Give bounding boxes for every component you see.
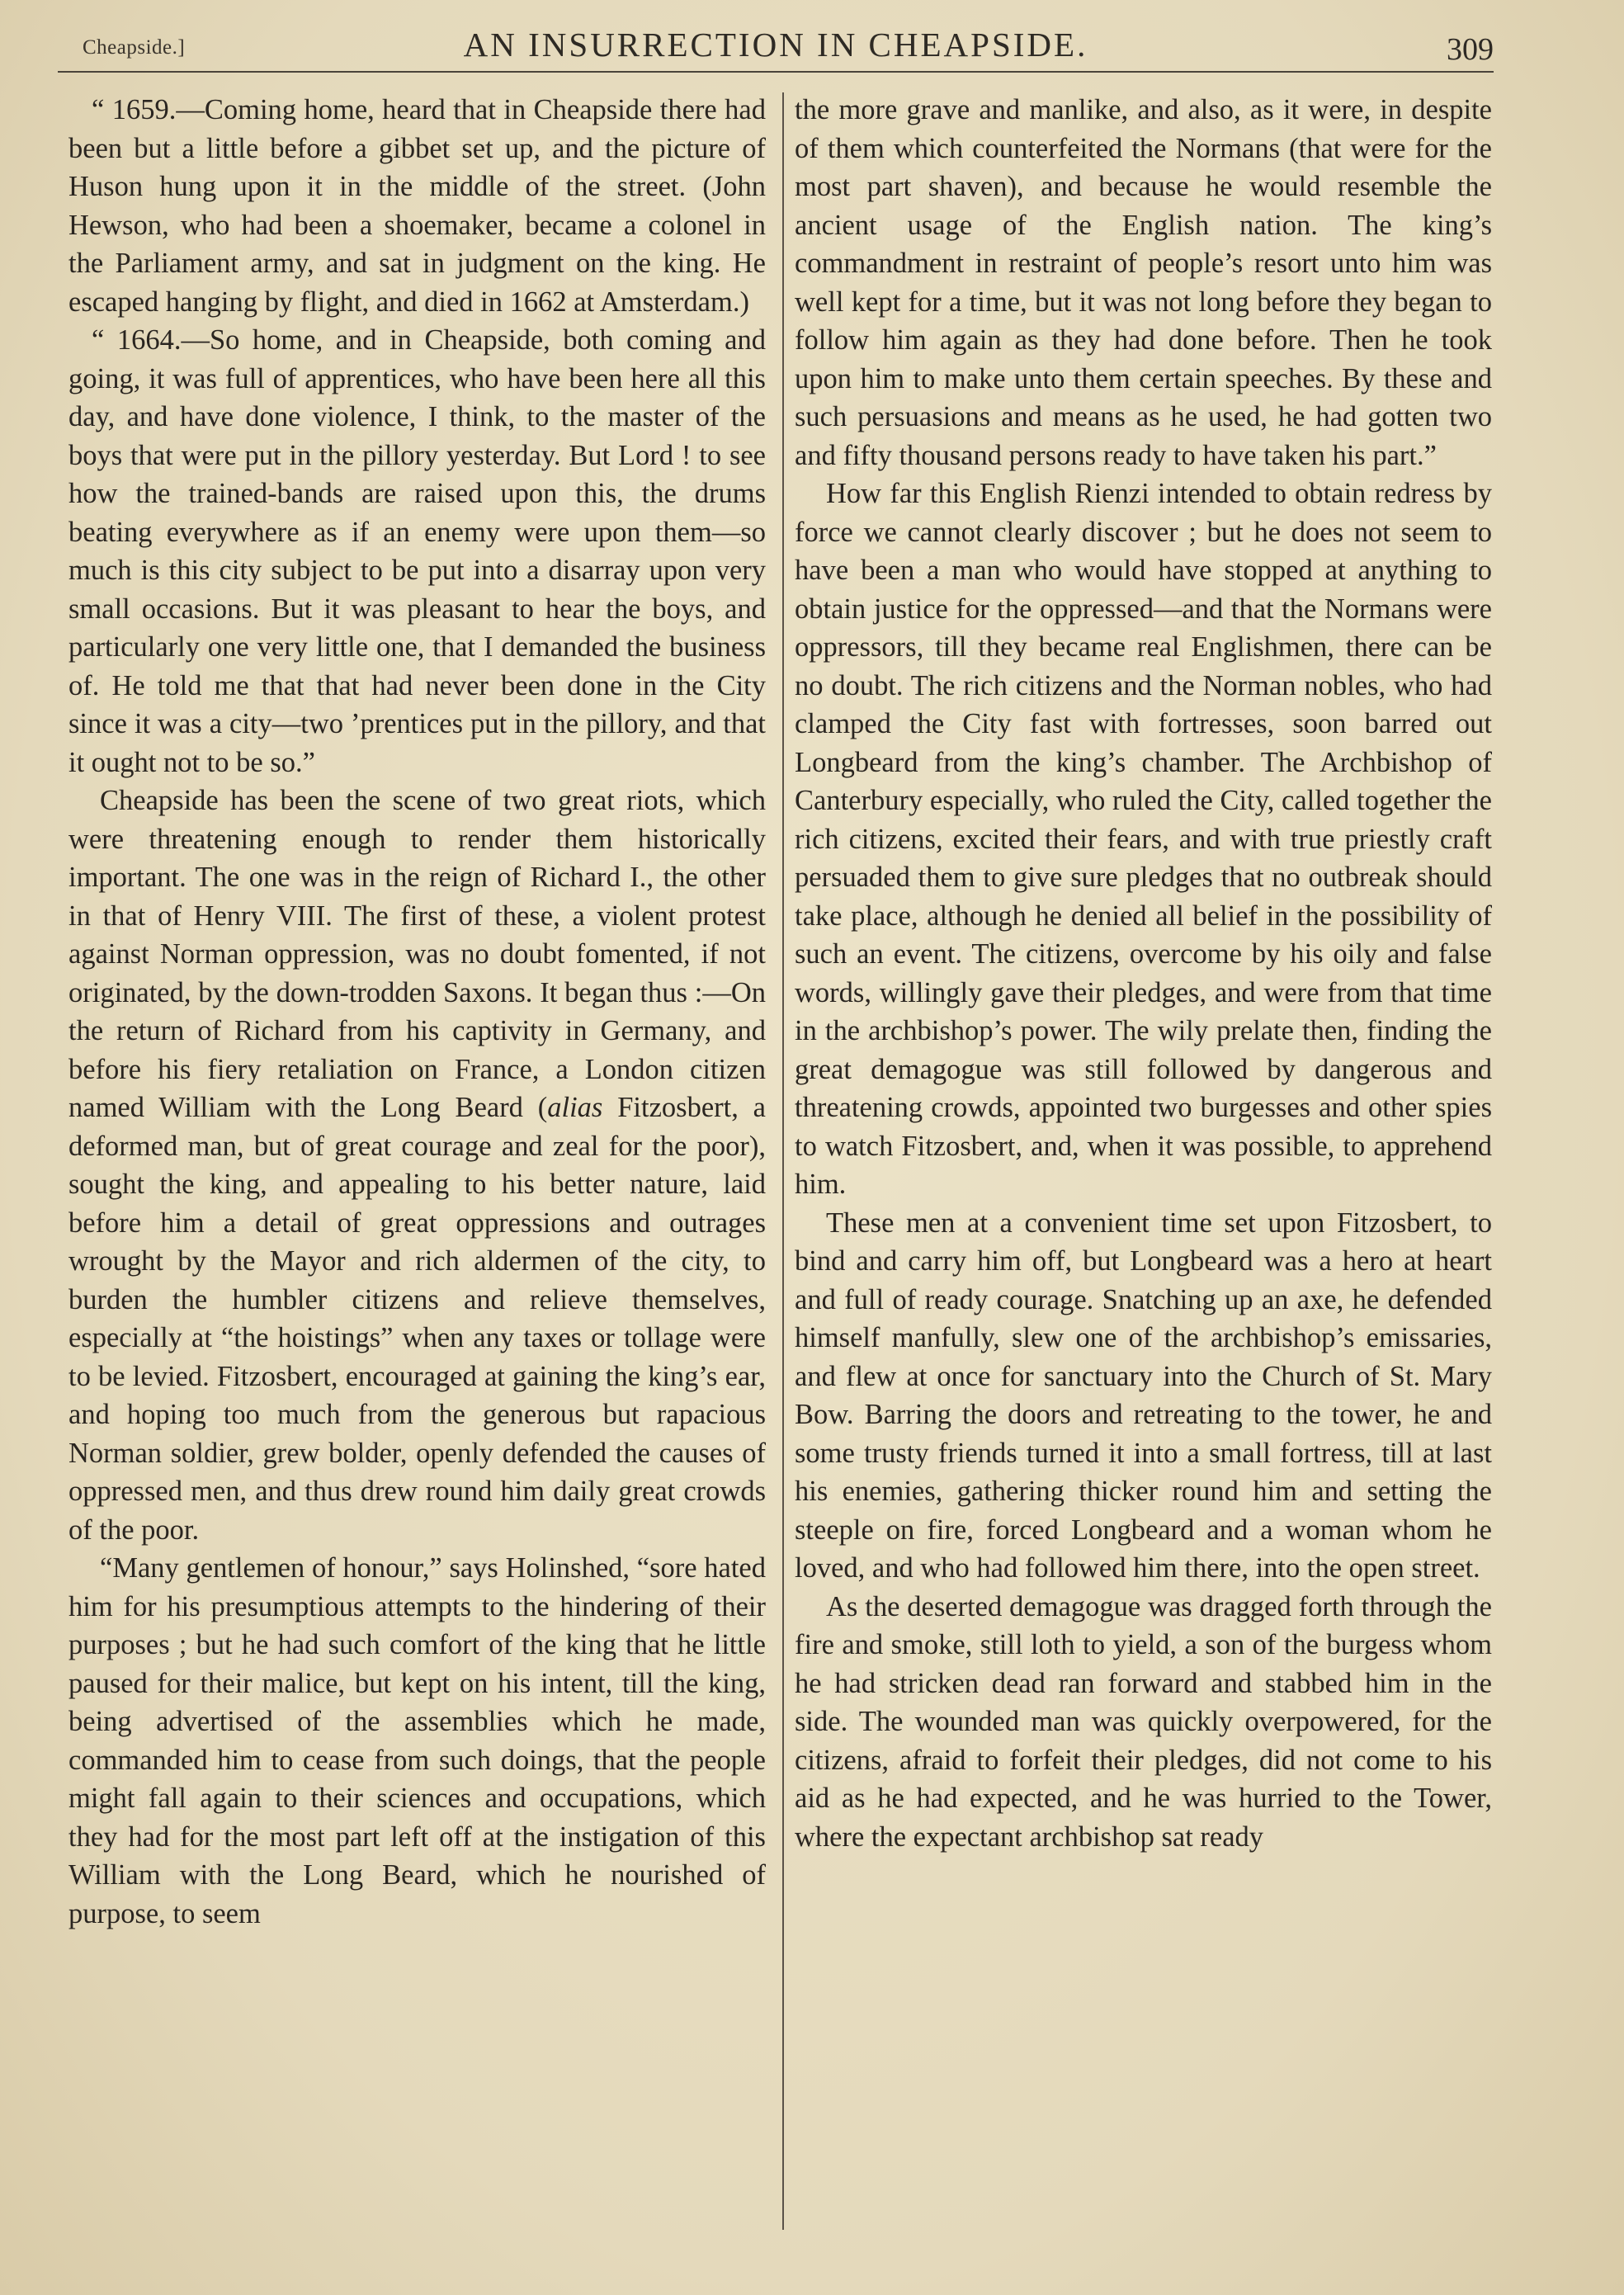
paragraph-pepys-1664: “ 1664.—So home, and in Cheapside, both coming and going, it was full of apprentices, who have been here all this day, and have done violence, I think, to the master of the boys that were put in the pillory yesterday. But Lord ! to see how the trained-bands are raised upon this, the drums beating everywhere as if an enemy were upon them—so much is this city subject to be put into a disarray upon very small occasions. But it was pleasant to hear the boys, and particularly one very little one, that I demanded the business of. He told me that that had never been done in the City since it was a city—two ’prentices put in the pillory, and that it ought not to be so.” xyxy=(68,324,766,778)
paragraph-cheapside-riots xyxy=(68,782,766,1549)
paragraph-demagogue-dragged: As the deserted demagogue was dragged forth through the fire and smoke, still loth to yield, a son of the burgess whom he had stricken dead ran forward and stabbed him in the side. The wounded man was quickly overpowered, for the citizens, afraid to forfeit their pledges, did not come to his aid as he had expected, and he was hurried to the Tower, where the expectant archbishop sat ready xyxy=(795,1590,1492,1853)
paragraph-holinshed-quote: “Many gentlemen of honour,” says Holinshed, “sore hated him for his presumptious attempts to the hindering of their purposes ; but he had such comfort of the king that he little paused for their malice, but kept on his intent, till the king, being advertised of the assemblies which he made, commanded him to cease from such doings, that the people might fall again to their sciences and occupations, which they had for the most part left off at the instigation of this William with the Long Beard, which he nourished of purpose, to seem xyxy=(68,1552,766,1929)
paragraph-quote-continued: the more grave and manlike, and also, as it were, in despite of them which counterfeited the Normans (that were for the most part shaven), and because he would resemble the ancient usage of the English nation. The king’s commandment in restraint of people’s resort unto him was well kept for a time, but it was not long before they began to follow him again as they had done before. Then he took upon him to make unto them certain speeches. By these and such persuasions and means as he used, he had gotten two and fifty thousand persons ready to have taken his part.” xyxy=(795,94,1492,471)
left-column xyxy=(68,91,766,1933)
paragraph-pepys-1659: “ 1659.—Coming home, heard that in Cheapside there had been but a little before a gibbet set up, and the picture of Huson hung upon it in the middle of the street. (John Hewson, who had been a shoemaker, became a colonel in the Parliament army, and sat in judgment on the king. He escaped hanging by flight, and died in 1662 at Amsterdam.) xyxy=(68,94,766,318)
paragraph-cheapside-riots-b: Fitzosbert, a deformed man, but of great courage and zeal for the poor), sought the king, and appealing to his better nature, laid before him a detail of great oppressions and outrages wrought by the Mayor and rich aldermen of the city, to burden the humbler citizens and relieve themselves, especially at “the hoistings” when any taxes or tollage were to be levied. Fitzosbert, encouraged at gaining the king’s ear, and hoping too much from the generous but rapacious Norman soldier, grew bolder, openly defended the causes of oppressed men, and thus drew round him daily great crowds of the poor. xyxy=(68,1092,766,1546)
running-head: Cheapside.] xyxy=(83,36,186,59)
header-rule xyxy=(58,71,1494,73)
right-column xyxy=(795,91,1492,1856)
page-header xyxy=(58,25,1494,74)
paragraph-cheapside-riots-a: Cheapside has been the scene of two great riots, which were threatening enough to render them historically important. The one was in the reign of Richard I., the other in that of Henry VIII. The first of these, a violent protest against Norman oppression, was no doubt fomented, if not originated, by the down-trodden Saxons. It began thus :—On the return of Richard from his captivity in Germany, and before his fiery retaliation on France, a London citizen named William with the Long Beard ( xyxy=(68,785,766,1123)
paragraph-english-rienzi: How far this English Rienzi intended to obtain redress by force we cannot clearly discover ; but he does not seem to have been a man who would have stopped at anything to obtain justice for the oppressed—and that the Normans were oppressors, till they became real Englishmen, there can be no doubt. The rich citizens and the Norman nobles, who had clamped the City fast with fortresses, soon barred out Longbeard from the king’s chamber. The Archbishop of Canterbury especially, who ruled the City, called together the rich citizens, excited their fears, and with true priestly craft persuaded them to give sure pledges that no outbreak should take place, although he denied all belief in the possibility of such an event. The citizens, overcome by his oily and false words, willingly gave their pledges, and were from that time in the archbishop’s power. The wily prelate then, finding the great demagogue was still followed by dangerous and threatening crowds, appointed two burgesses and other spies to watch Fitzosbert, and, when it was possible, to apprehend him. xyxy=(795,478,1492,1200)
italic-alias: alias xyxy=(547,1092,603,1123)
page-number: 309 xyxy=(1447,32,1494,67)
page-title: AN INSURRECTION IN CHEAPSIDE. xyxy=(463,26,1088,64)
paragraph-st-mary-bow: These men at a convenient time set upon Fitzosbert, to bind and carry him off, but Longbeard was a hero at heart and full of ready courage. Snatching up an axe, he defended himself manfully, slew one of the archbishop’s emissaries, and flew at once for sanctuary into the Church of St. Mary Bow. Barring the doors and retreating to the tower, he and some trusty friends turned it into a small fortress, till at last his enemies, gathering thicker round him and setting the steeple on fire, forced Longbeard and a woman whom he loved, and who had followed him there, into the open street. xyxy=(795,1207,1492,1584)
column-divider xyxy=(782,92,784,2230)
